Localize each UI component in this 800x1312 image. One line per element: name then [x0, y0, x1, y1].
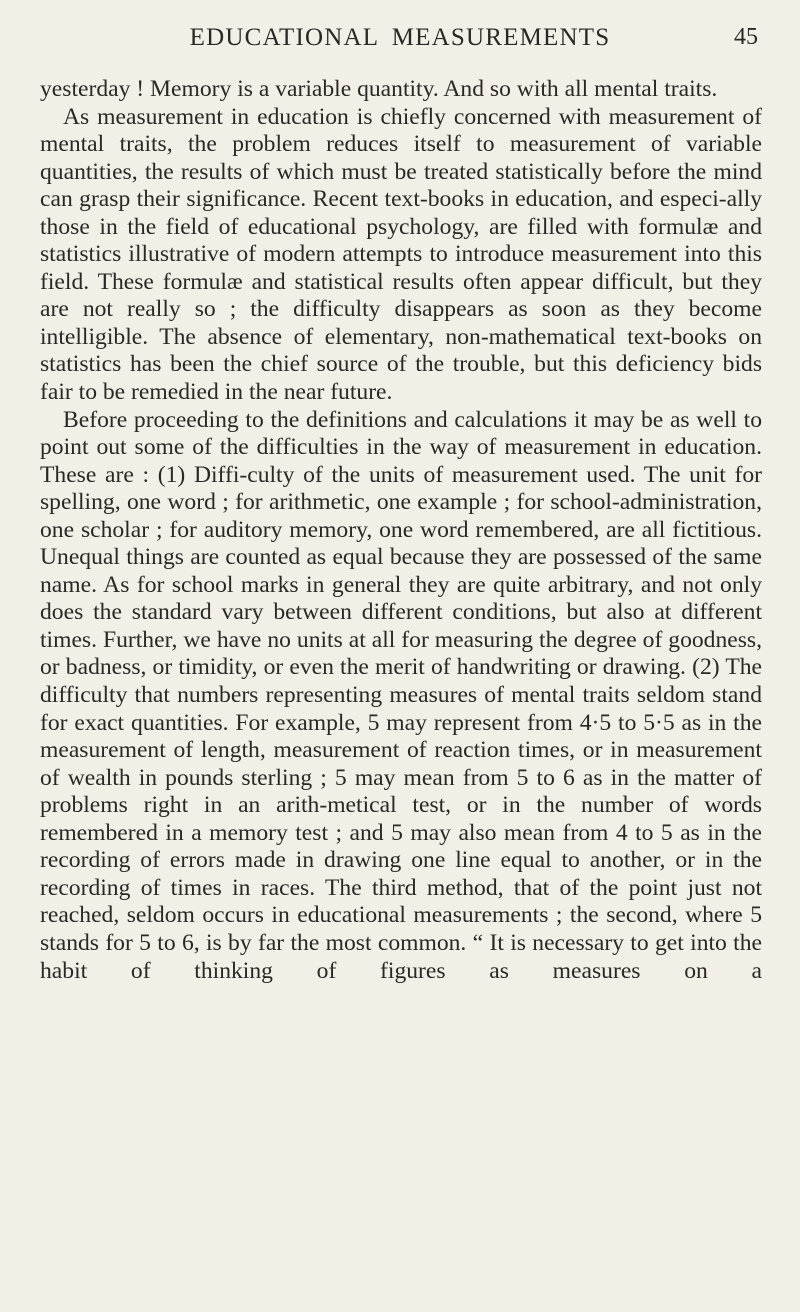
paragraph: yesterday ! Memory is a variable quantity. And so with all mental traits. [40, 76, 718, 102]
page-number: 45 [734, 24, 758, 50]
paragraph: As measurement in education is chiefly concerned with measurement of mental traits, the problem reduces itself to measurement of variable quantities, the results of which must be treated statistically before the mind can grasp their significance. Recent text-books in education, and especi-ally those in the field of educational psychology, are filled with formulæ and statistics illustrative of modern attempts to introduce measurement into this field. These formulæ and statistical results often appear difficult, but they are not really so ; the difficulty disappears as soon as they become intelligible. The absence of elementary, non-mathematical text-books on statistics has been the chief source of the trouble, but this deficiency bids fair to be remedied in the near future. [40, 103, 762, 406]
running-head [0, 10, 800, 70]
paragraph: Before proceeding to the definitions and calculations it may be as well to point out some of the difficulties in the way of measurement in education. These are : (1) Diffi-culty of the units of measurement used. The unit for spelling, one word ; for arithmetic, one example ; for school-administration, one scholar ; for auditory memory, one word remembered, are all fictitious. Unequal things are counted as equal because they are possessed of the same name. As for school marks in general they are quite arbitrary, and not only does the standard vary between different conditions, but also at different times. Further, we have no units at all for measuring the degree of goodness, or badness, or timidity, or even the merit of handwriting or drawing. (2) The difficulty that numbers representing measures of mental traits seldom stand for exact quantities. For example, 5 may represent from 4·5 to 5·5 as in the measurement of length, measurement of reaction times, or in measurement of wealth in pounds sterling ; 5 may mean from 5 to 6 as in the matter of problems right in an arith-metical test, or in the number of words remembered in a memory test ; and 5 may also mean from 4 to 5 as in the recording of errors made in drawing one line equal to another, or in the recording of times in races. The third method, that of the point just not reached, seldom occurs in educational measurements ; the second, where 5 stands for 5 to 6, is by far the most common. “ It is necessary to get into the habit of thinking of figures as measures on a [40, 406, 762, 984]
body-text [40, 76, 762, 985]
running-head-title: EDUCATIONAL MEASUREMENTS [189, 24, 611, 51]
